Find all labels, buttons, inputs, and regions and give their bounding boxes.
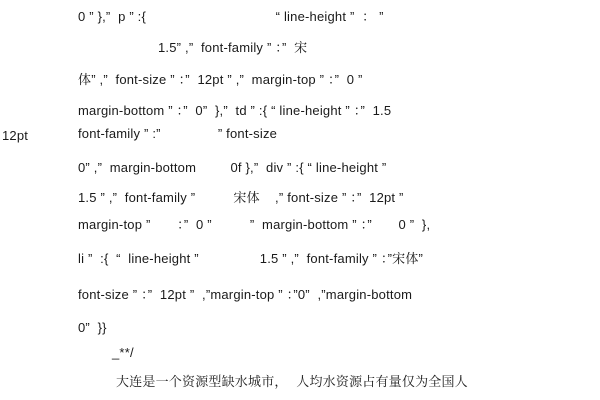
text-line-4: margin-bottom ” ：” 0” },” td ” :{ “ line-height ” ：” 1.5 <box>78 103 392 118</box>
text-line-13: 大连是一个资源型缺水城市， 人均水资源占有量仅为全国人 <box>116 375 468 390</box>
text-line-12: _**/ <box>112 345 134 360</box>
margin-note: 12pt <box>2 128 29 143</box>
text-line-6: 0” ,” margin-bottom 0f },” div ” :{ “ line-height ” <box>78 160 387 175</box>
text-line-7: 1.5 ” ,” font-family ” 宋体 ,” font-size ” ：” 12pt ” <box>78 190 404 205</box>
text-line-8: margin-top ” ：” 0 ” ” margin-bottom ” ：” 0 ” }, <box>78 217 431 232</box>
text-line-9: li ” :{ “ line-height ” 1.5 ” ,” font-family ” ：”宋体” <box>78 251 424 266</box>
text-line-11: 0” }} <box>78 320 107 335</box>
text-line-1: 0 ” },” p ” :{ “ line-height ” ： ” <box>78 9 384 24</box>
text-line-3: 体” ,” font-size ” ：” 12pt ” ,” margin-top ” ：” 0 ” <box>78 72 363 87</box>
text-line-5: font-family ” :” ” font-size <box>78 126 278 141</box>
text-line-2: 1.5” ,” font-family ” ：” 宋 <box>158 40 308 55</box>
text-line-10: font-size ” ：” 12pt ” ,”margin-top ” ：”0” ,”margin-bottom <box>78 287 413 302</box>
